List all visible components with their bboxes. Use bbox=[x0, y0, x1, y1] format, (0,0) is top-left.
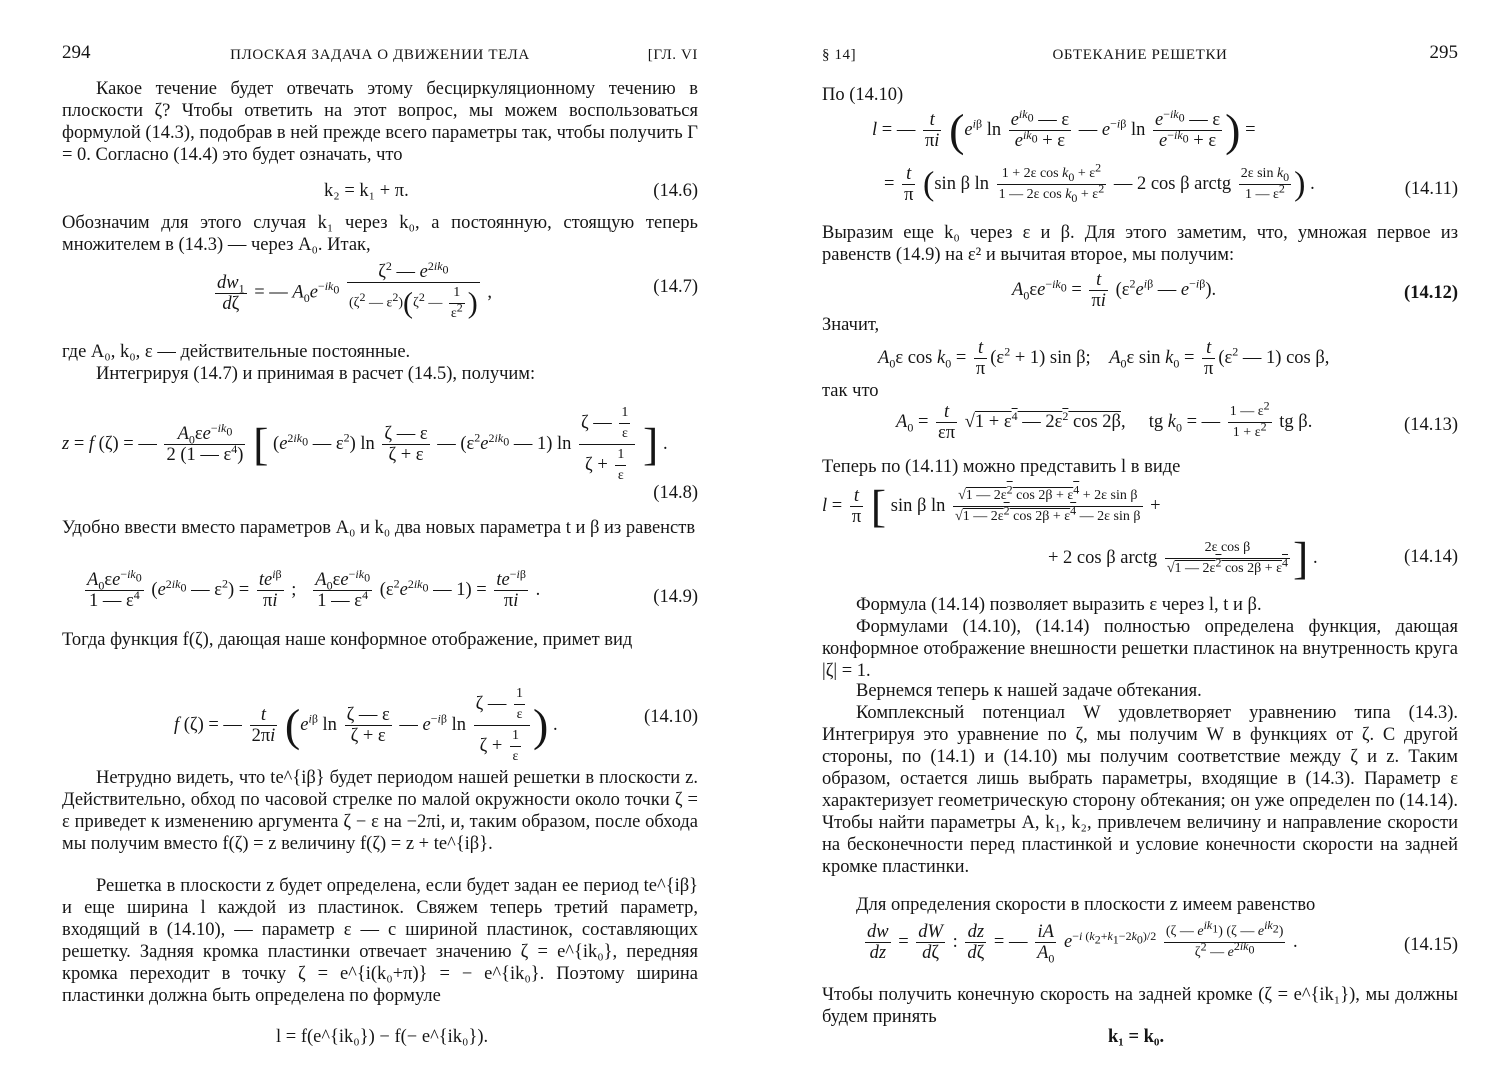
paragraph: Для определения скорости в плоскости z имеем равенство bbox=[856, 895, 1316, 915]
paragraph: Интегрируя (14.7) и принимая в расчет (14.5), получим: bbox=[96, 364, 536, 384]
paragraph: Комплексный потенциал W удовлетворяет уравнению типа (14.3). Интегрируя это уравнение по ζ, мы получим W в функциях от ζ. С другой стороны, по (14.1) и (14.10) мы получим соответствие между ζ и z. Таким образом, остается лишь выбрать параметры, входящие в (14.3). Параметр ε характеризует геометрическую сторону обтекания; он уже определен по (14.14). Чтобы найти параметры A, k₁, k₂, привлечем величину и направление скорости на бесконечности перед пластинкой и условие конечности скорости на задней кромке пластинки. bbox=[822, 703, 1458, 877]
section-mark: § 14] bbox=[822, 47, 857, 63]
chapter-mark: [ГЛ. VI bbox=[647, 47, 698, 63]
paragraph: Нетрудно видеть, что te^{iβ} будет периодом нашей решетки в плоскости z. Действительно, обход по часовой стрелке по малой окружности около точки ζ = ε приведет к изменению аргумента ζ − ε на −2πi, и, таким образом, после обхода мы получим вместо f(ζ) = z величину f(ζ) = z + te^{iβ}. bbox=[62, 768, 698, 854]
paragraph: где A₀, k₀, ε — действительные постоянные. bbox=[62, 342, 411, 362]
equation-label: (14.7) bbox=[653, 277, 698, 297]
left-page: 294 ПЛОСКАЯ ЗАДАЧА О ДВИЖЕНИИ ТЕЛА [ГЛ. VI Какое течение будет отвечать этому бесциркуляционному течению в плоскости ζ? Чтобы ответить на этот вопрос, мы можем воспользоваться формулой (14.3), подобрав в ней прежде всего параметры так, чтобы получить Γ = 0. Согласно (14.4) это будет означать, что k₂ = k₁ + π. (14.6) Обозначим для этого случая k₁ через k₀, а постоянную, стоящую теперь множителем в (14.3) — через A₀. Итак, $\frac{dw_1}{d\zeta}$ = — $A_0e^{-ik_0}$ $\zeta^2$ — $e^{2ik_0}$ ($\zeta^2$ — $\varepsilon^2)(\zeta^2$ — $\frac{1}{\varepsilon^2}$ ) , (14.7) где A₀, k₀, ε — действительные постоянные. Интегрируя (14.7) и принимая в расчет (14.5), получим: z = f (ζ) = — $\frac{A_0\varepsilon e^{-ik_0}}{2 (1 — \varepsilon^4)}$ [ ($e^{2ik_0}$ — $\varepsilon^2$) ln $\frac{\zeta — \varepsilon}{\zeta + \varepsilon}$ — ($\varepsilon^2e^{2ik_0}$ — 1) ln ζ — $\frac{1}{\varepsilon}$ ζ + $\frac{1}{\varepsilon}$ ] . (14.8) Удобно ввести вместо параметров A₀ и k₀ два новых параметра t и β из равенств $\frac{A_0\varepsilon e^{-ik_0}}{1 — \varepsilon^4}$ ($e^{2ik_0}$ — $\varepsilon^2$) = $\frac{te^{i\beta}}{\pi i}$ ; $\frac{A_0\varepsilon e^{-ik_0}}{1 — \varepsilon^4}$ ($\varepsilon^2e^{2ik_0}$ — 1) = $\frac{te^{-i\beta}}{\pi i}$ . (14.9) Тогда функция f(ζ), дающая наше конформное отображение, примет вид f (ζ) = — $\frac{t}{2\pi i}$ ($e^{i\beta}$ ln $\frac{\zeta — \varepsilon}{\zeta + \varepsilon}$ — $e^{-i\beta}$ ln ζ — $\frac{1}{\varepsilon}$ ζ + $\frac{1}{\varepsilon}$ ) . (14.10) Нетрудно видеть, что te^{iβ} будет периодом нашей решетки в плоскости z. Действительно, обход по часовой стрелке по малой окружности около точки ζ = ε приведет к изменению аргумента ζ − ε на −2πi, и, таким образом, после обхода мы получим вместо f(ζ) = z величину f(ζ) = z + te^{iβ}. Решетка в плоскости z будет определена, если будет задан ее период te^{iβ} и еще ширина l каждой из пластинок. Свяжем теперь третий параметр, входящий в (14.10), — параметр ε — с шириной пластинок, составляющих решетку. Задняя кромка пластинки отвечает значению ζ = e^{ik₀}, передняя кромка переходит в точку ζ = e^{i(k₀+π)} = − e^{ik₀}. Поэтому ширина пластинки должна быть определена по формуле l = f(e^{ik₀}) − f(− e^{ik₀}). bbox=[62, 42, 698, 1047]
page-number: 294 bbox=[62, 42, 91, 63]
equation-14-9: $\frac{A_0\varepsilon e^{-ik_0}}{1 — \varepsilon^4}$ ($e^{2ik_0}$ — $\varepsilon^2$) = $\frac{te^{i\beta}}{\pi i}$ ; $\frac{A_0\varepsilon e^{-ik_0}}{1 — \varepsilon^4}$ ($\varepsilon^2e^{2ik_0}$ — 1) = $\frac{te^{-i\beta}}{\pi i}$ . (14.9) bbox=[87, 566, 698, 611]
paragraph: Формулами (14.10), (14.14) полностью определена функция, дающая конформное отображение внешности решетки пластинок на внутренность круга |ζ| = 1. bbox=[822, 617, 1458, 681]
equation-14-11: = $\frac{t}{\pi}$ (sin β ln $\frac{1 + 2\varepsilon \cos k_0 + \varepsilon^2}{1 — 2\varepsilon \cos k_0 + \varepsilon^2}$ — 2 cos β arctg $\frac{2\varepsilon \sin k_0}{1 — \varepsilon^2}$ ) . (14.11) bbox=[884, 160, 1458, 205]
equation-14-7: $\frac{dw_1}{d\zeta}$ = — $A_0e^{-ik_0}$ $\zeta^2$ — $e^{2ik_0}$ ($\zeta^2$ — $\varepsilon^2)(\zeta^2$ — $\frac{1}{\varepsilon^2}$ ) , (14.7) bbox=[217, 258, 698, 321]
paragraph: Выразим еще k₀ через ε и β. Для этого заметим, что, умножая первое из равенств (14.9) на ε² и вычитая второе, мы получим: bbox=[822, 223, 1458, 265]
paragraph: Формула (14.14) позволяет выразить ε через l, t и β. bbox=[856, 595, 1262, 615]
running-title: ПЛОСКАЯ ЗАДАЧА О ДВИЖЕНИИ ТЕЛА bbox=[230, 47, 530, 63]
paragraph: Решетка в плоскости z будет определена, если будет задан ее период te^{iβ} и еще ширина l каждой из пластинок. Свяжем теперь третий параметр, входящий в (14.10), — параметр ε — с шириной пластинок, составляющих решетку. Задняя кромка пластинки отвечает значению ζ = e^{ik₀}, передняя кромка переходит в точку ζ = e^{i(k₀+π)} = − e^{ik₀}. Поэтому ширина пластинки должна быть определена по формуле bbox=[62, 876, 698, 1006]
equation-14-10: f (ζ) = — $\frac{t}{2\pi i}$ ($e^{i\beta}$ ln $\frac{\zeta — \varepsilon}{\zeta + \varepsilon}$ — $e^{-i\beta}$ ln ζ — $\frac{1}{\varepsilon}$ ζ + $\frac{1}{\varepsilon}$ ) . (14.10) bbox=[174, 686, 698, 764]
paragraph: Удобно ввести вместо параметров A₀ и k₀ два новых параметра t и β из равенств bbox=[62, 518, 696, 538]
equation-14-14: l = $\frac{t}{\pi}$ [ sin β ln $\frac{√1 — 2\varepsilon^2 \cos 2\beta + \varepsilon^4 + 2\varepsilon \sin \beta}{√1 — 2\varepsilon^2 \cos 2\beta + \varepsilon^4 — 2\varepsilon \sin \beta}$ + + 2 cos β arctg $\frac{\text{2ε cos β}}{√1 — 2\varepsilon^2 \cos 2\beta + \varepsilon^4}$ ] . (14.14) bbox=[822, 480, 1458, 584]
equation-14-15: $\frac{dw}{dz}$ = $\frac{dW}{d\zeta}$ : $\frac{dz}{d\zeta}$ = — $\frac{iA}{A_0}$ $e^{-i (k_2+k_1-2k_0)/2}$ $\frac{(\zeta — e^{ik_1}) (\zeta — e^{ik_2})}{\zeta^2 — e^{2ik_0}}$ . (14.15) bbox=[867, 918, 1458, 966]
equation-14-12: $A_0\varepsilon e^{-ik_0}$ = $\frac{t}{\pi i}$ ($\varepsilon^2e^{i\beta}$ — $e^{-i\beta}$). (14.12) bbox=[1012, 270, 1458, 311]
equation-label: (14.8) bbox=[653, 483, 698, 503]
paragraph: Теперь по (14.11) можно представить l в виде bbox=[822, 457, 1181, 477]
equation-label: (14.10) bbox=[644, 707, 698, 727]
equation-a0-cos-sin: $A_0\varepsilon$ $\cos k_0$ = $\frac{t}{\pi}$ $(\varepsilon^2 + 1)$ sin β; $A_0\varepsilon$ $\sin k_0$ = $\frac{t}{\pi}$ ($\varepsilon^2$ — 1) cos β, bbox=[878, 338, 1330, 379]
equation-label: (14.14) bbox=[1404, 547, 1458, 567]
page-number: 295 bbox=[1429, 42, 1458, 63]
equation-label: (14.6) bbox=[653, 181, 698, 201]
paragraph: Значит, bbox=[822, 315, 880, 335]
equation-label: (14.13) bbox=[1404, 415, 1458, 435]
equation-label: (14.11) bbox=[1404, 179, 1458, 199]
paragraph: Чтобы получить конечную скорость на задней кромке (ζ = e^{ik₁}), мы должны будем принять bbox=[822, 985, 1458, 1027]
equation-14-13: $A_0$ = $\frac{t}{\varepsilon\pi}$ $√1 + \varepsilon^4$ — $2\varepsilon^2$ cos 2β, tg $k_0$ = — $\frac{1 — \varepsilon^2}{1 + \varepsilon^2}$ tg β. (14.13) bbox=[896, 398, 1458, 443]
equation-label: (14.15) bbox=[1404, 935, 1458, 955]
paragraph: так что bbox=[822, 381, 879, 401]
equation-14-8: z = f (ζ) = — $\frac{A_0\varepsilon e^{-ik_0}}{2 (1 — \varepsilon^4)}$ [ ($e^{2ik_0}$ — $\varepsilon^2$) ln $\frac{\zeta — \varepsilon}{\zeta + \varepsilon}$ — ($\varepsilon^2e^{2ik_0}$ — 1) ln ζ — $\frac{1}{\varepsilon}$ ζ + $\frac{1}{\varepsilon}$ ] . bbox=[62, 405, 668, 483]
paragraph: Вернемся теперь к нашей задаче обтекания. bbox=[856, 681, 1202, 701]
equation-l-first: l = — $\frac{t}{\pi i}$ ($e^{i\beta}$ ln $\frac{e^{ik_0} — \varepsilon}{e^{ik_0} + \varepsilon}$ — $e^{-i\beta}$ ln $\frac{e^{-ik_0} — \varepsilon}{e^{-ik_0} + \varepsilon}$ ) = bbox=[872, 104, 1256, 156]
equation-label: (14.12) bbox=[1404, 283, 1458, 303]
equation-label: (14.9) bbox=[653, 587, 698, 607]
paragraph: Какое течение будет отвечать этому бесциркуляционному течению в плоскости ζ? Чтобы ответить на этот вопрос, мы можем воспользоваться формулой (14.3), подобрав в ней прежде всего параметры так, чтобы получить Γ = 0. Согласно (14.4) это будет означать, что bbox=[62, 79, 698, 165]
paragraph: Обозначим для этого случая k₁ через k₀, а постоянную, стоящую теперь множителем в (14.3) — через A₀. Итак, bbox=[62, 213, 698, 255]
paragraph: По (14.10) bbox=[822, 85, 904, 105]
running-title: ОБТЕКАНИЕ РЕШЕТКИ bbox=[1052, 47, 1228, 63]
paragraph: Тогда функция f(ζ), дающая наше конформное отображение, примет вид bbox=[62, 630, 633, 650]
running-head bbox=[62, 44, 698, 68]
right-page: § 14] ОБТЕКАНИЕ РЕШЕТКИ 295 По (14.10) l = — $\frac{t}{\pi i}$ ($e^{i\beta}$ ln $\frac{e^{ik_0} — \varepsilon}{e^{ik_0} + \varepsilon}$ — $e^{-i\beta}$ ln $\frac{e^{-ik_0} — \varepsilon}{e^{-ik_0} + \varepsilon}$ ) = = $\frac{t}{\pi}$ (sin β ln $\frac{1 + 2\varepsilon \cos k_0 + \varepsilon^2}{1 — 2\varepsilon \cos k_0 + \varepsilon^2}$ — 2 cos β arctg $\frac{2\varepsilon \sin k_0}{1 — \varepsilon^2}$ ) . (14.11) Выразим еще k₀ через ε и β. Для этого заметим, что, умножая первое из равенств (14.9) на ε² и вычитая второе, мы получим: $A_0\varepsilon e^{-ik_0}$ = $\frac{t}{\pi i}$ ($\varepsilon^2e^{i\beta}$ — $e^{-i\beta}$). (14.12) Значит, $A_0\varepsilon$ $\cos k_0$ = $\frac{t}{\pi}$ $(\varepsilon^2 + 1)$ sin β; $A_0\varepsilon$ $\sin k_0$ = $\frac{t}{\pi}$ ($\varepsilon^2$ — 1) cos β, так что $A_0$ = $\frac{t}{\varepsilon\pi}$ $√1 + \varepsilon^4$ — $2\varepsilon^2$ cos 2β, tg $k_0$ = — $\frac{1 — \varepsilon^2}{1 + \varepsilon^2}$ tg β. (14.13) Теперь по (14.11) можно представить l в виде l = $\frac{t}{\pi}$ [ sin β ln $\frac{√1 — 2\varepsilon^2 \cos 2\beta + \varepsilon^4 + 2\varepsilon \sin \beta}{√1 — 2\varepsilon^2 \cos 2\beta + \varepsilon^4 — 2\varepsilon \sin \beta}$ + + 2 cos β arctg $\frac{\text{2ε cos β}}{√1 — 2\varepsilon^2 \cos 2\beta + \varepsilon^4}$ ] . (14.14) Формула (14.14) позволяет выразить ε через l, t и β. Формулами (14.10), (14.14) полностью определена функция, дающая конформное отображение внешности решетки пластинок на внутренность круга |ζ| = 1. Вернемся теперь к нашей задаче обтекания. Комплексный потенциал W удовлетворяет уравнению типа (14.3). Интегрируя это уравнение по ζ, мы получим W в функциях от ζ. С другой стороны, по (14.1) и (14.10) мы получим соответствие между ζ и z. Таким образом, остается лишь выбрать параметры, входящие в (14.3). Параметр ε характеризует геометрическую сторону обтекания; он уже определен по (14.14). Чтобы найти параметры A, k₁, k₂, привлечем величину и направление скорости на бесконечности перед пластинкой и условие конечности скорости на задней кромке пластинки. Для определения скорости в плоскости z имеем равенство $\frac{dw}{dz}$ = $\frac{dW}{d\zeta}$ : $\frac{dz}{d\zeta}$ = — $\frac{iA}{A_0}$ $e^{-i (k_2+k_1-2k_0)/2}$ $\frac{(\zeta — e^{ik_1}) (\zeta — e^{ik_2})}{\zeta^2 — e^{2ik_0}}$ . (14.15) Чтобы получить конечную скорость на задней кромке (ζ = e^{ik₁}), мы должны будем принять k₁ = k₀. bbox=[822, 42, 1458, 1047]
running-head bbox=[822, 44, 1458, 68]
